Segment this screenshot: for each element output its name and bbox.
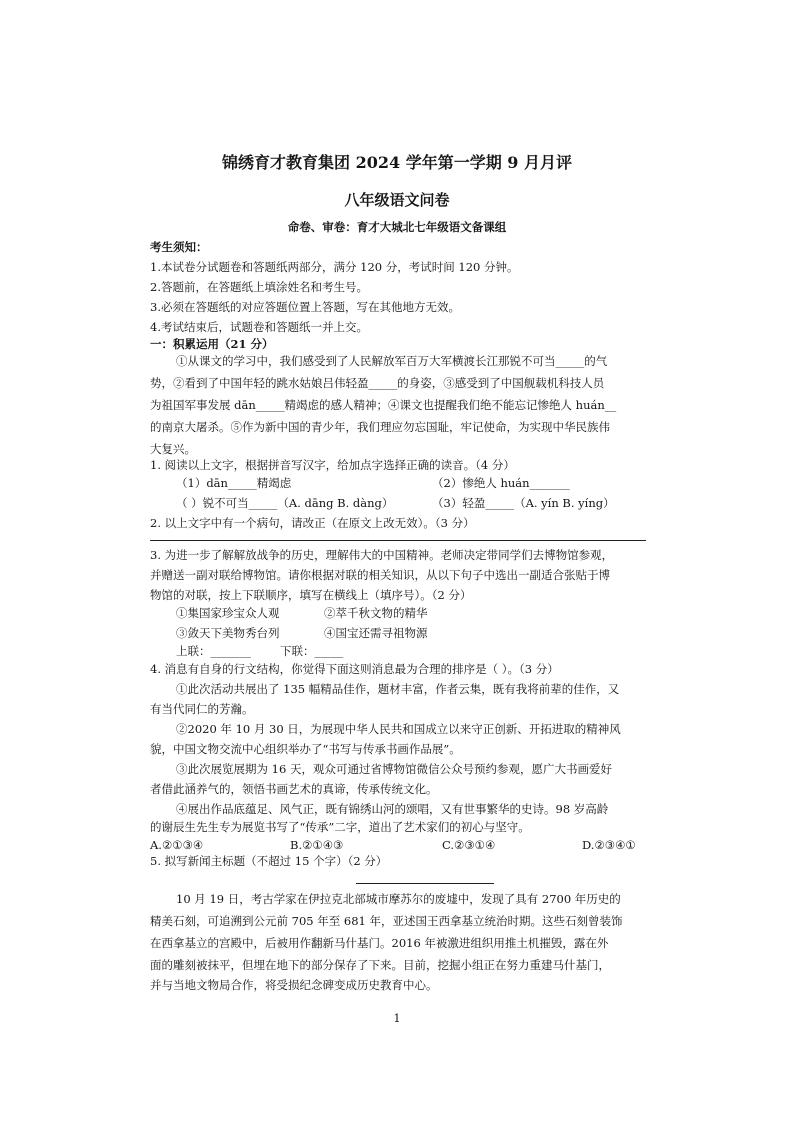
q3-line-1: 3. 为进一步了解解放战争的历史，理解伟大的中国精神。老师决定带同学们去博物馆参观， <box>150 548 614 562</box>
q3-option-4: ④国宝还需寻祖物源 <box>324 626 428 640</box>
q3-lower-couplet: 下联：_____ <box>280 644 344 658</box>
q4-choice-b: B.②①④③ <box>290 838 344 852</box>
q5-passage-line-4: 面的雕刻被抹平，但埋在地下的部分保存了下来。目前，挖掘小组正在努力重建马什基门， <box>150 958 610 972</box>
passage-line-1: ①从课文的学习中，我们感受到了人民解放军百万大军横渡长江那锐不可当_____的气 <box>176 354 608 368</box>
passage-line-4: 的南京大屠杀。⑤作为新中国的青少年，我们理应勿忘国耻，牢记使命，为实现中华民族伟 <box>150 420 610 434</box>
q5-passage-line-5: 并与当地文物局合作，将受损纪念碑变成历史教育中心。 <box>150 978 438 992</box>
q4-choice-a: A.②①③④ <box>150 838 204 852</box>
q4-choice-c: C.②③①④ <box>442 838 496 852</box>
notice-item-3: 3.必须在答题纸的对应答题位置上答题，写在其他地方无效。 <box>150 300 460 314</box>
section1-heading: 一：积累运用（21 分） <box>150 337 274 351</box>
q3-line-2: 并赠送一副对联给博物馆。请你根据对联的相关知识，从以下句子中选出一副适合张贴于博 <box>150 568 610 582</box>
q3-option-2: ②萃千秋文物的精华 <box>324 606 428 620</box>
q1-item-3: （3）轻盈_____（A. yín B. yíng） <box>432 496 615 510</box>
q4-choice-d: D.②③④① <box>582 838 636 852</box>
notice-item-4: 4.考试结束后，试题卷和答题纸一并上交。 <box>150 320 368 334</box>
q5-answer-line <box>356 883 494 884</box>
q1-stem: 1. 阅读以上文字，根据拼音写汉字，给加点字选择正确的读音。（4 分） <box>150 458 515 472</box>
exam-title: 锦绣育才教育集团 2024 学年第一学期 9 月月评 <box>222 153 572 172</box>
q1-item-2: （2）惨绝人 huán_______ <box>432 476 570 490</box>
notice-heading: 考生须知： <box>150 240 208 254</box>
q3-option-3: ③敛天下美物秀台列 <box>176 626 280 640</box>
q3-option-1: ①集国家珍宝众人观 <box>176 606 280 620</box>
q5-passage-line-2: 精美石刻，可追溯到公元前 705 年至 681 年，亚述国王西拿基立统治时期。这些石刻曾装饰 <box>150 914 623 928</box>
notice-item-2: 2.答题前，在答题纸上填涂姓名和考生号。 <box>150 280 368 294</box>
q4-para-2-line-2: 貌，中国文物交流中心组织举办了“书写与传承书画作品展”。 <box>150 742 461 756</box>
q4-para-4-line-2: 的谢辰生先生专为展览书写了“传承”二字，道出了艺术家们的初心与坚守。 <box>150 820 530 834</box>
authors-line: 命卷、审卷：育才大城北七年级语文备课组 <box>287 220 507 234</box>
exam-subtitle: 八年级语文问卷 <box>344 191 450 209</box>
q4-stem: 4. 消息有自身的行文结构，你觉得下面这则消息最为合理的排序是（ ）。（3 分） <box>150 662 559 676</box>
q4-para-3-line-2: 者借此涵养气的，领悟书画艺术的真谛，传承传统文化。 <box>150 782 438 796</box>
q5-passage-line-1: 10 月 19 日，考古学家在伊拉克北部城市摩苏尔的废墟中，发现了具有 2700 年历史的 <box>176 892 621 906</box>
q3-upper-couplet: 上联：_______ <box>176 644 251 658</box>
q5-stem: 5. 拟写新闻主标题（不超过 15 个字）（2 分） <box>150 854 388 868</box>
q5-passage-line-3: 在西拿基立的宫殿中，后被用作翻新马什基门。2016 年被激进组织用推土机摧毁，露在外 <box>150 936 609 950</box>
q4-para-1-line-1: ①此次活动共展出了 135 幅精品佳作，题材丰富，作者云集，既有我将前辈的佳作，又 <box>176 682 620 696</box>
page-number: 1 <box>393 1012 401 1025</box>
passage-line-2: 势，②看到了中国年轻的跳水姑娘吕伟轻盈_____的身姿，③感受到了中国舰载机科技人员 <box>150 376 605 390</box>
passage-line-3: 为祖国军事发展 dān_____精竭虑的感人精神；④课文也提醒我们绝不能忘记惨绝人 huán__ <box>150 398 617 412</box>
passage-line-5: 大复兴。 <box>150 442 196 456</box>
q2-stem: 2. 以上文字中有一个病句，请改正（在原文上改无效）。（3 分） <box>150 516 475 530</box>
q4-para-3-line-1: ③此次展览展期为 16 天，观众可通过省博物馆微信公众号预约参观，愿广大书画爱好 <box>176 762 612 776</box>
q4-para-4-line-1: ④展出作品底蕴足、风气正，既有锦绣山河的颂唱，又有世事繁华的史诗。98 岁高龄 <box>176 802 609 816</box>
q4-para-1-line-2: 有当代同仁的芳瀚。 <box>150 702 254 716</box>
q4-para-2-line-1: ②2020 年 10 月 30 日，为展现中华人民共和国成立以来守正创新、开拓进取的精神风 <box>176 722 621 736</box>
notice-item-1: 1.本试卷分试题卷和答题纸两部分，满分 120 分，考试时间 120 分钟。 <box>150 260 519 274</box>
q2-answer-line <box>150 540 646 541</box>
q3-line-3: 物馆的对联，按上下联顺序，填写在横线上（填序号）。（2 分） <box>150 588 472 602</box>
q1-item-accent: （ ）锐不可当_____（A. dāng B. dàng） <box>176 496 394 510</box>
q1-item-1: （1）dān_____精竭虑 <box>176 476 292 490</box>
